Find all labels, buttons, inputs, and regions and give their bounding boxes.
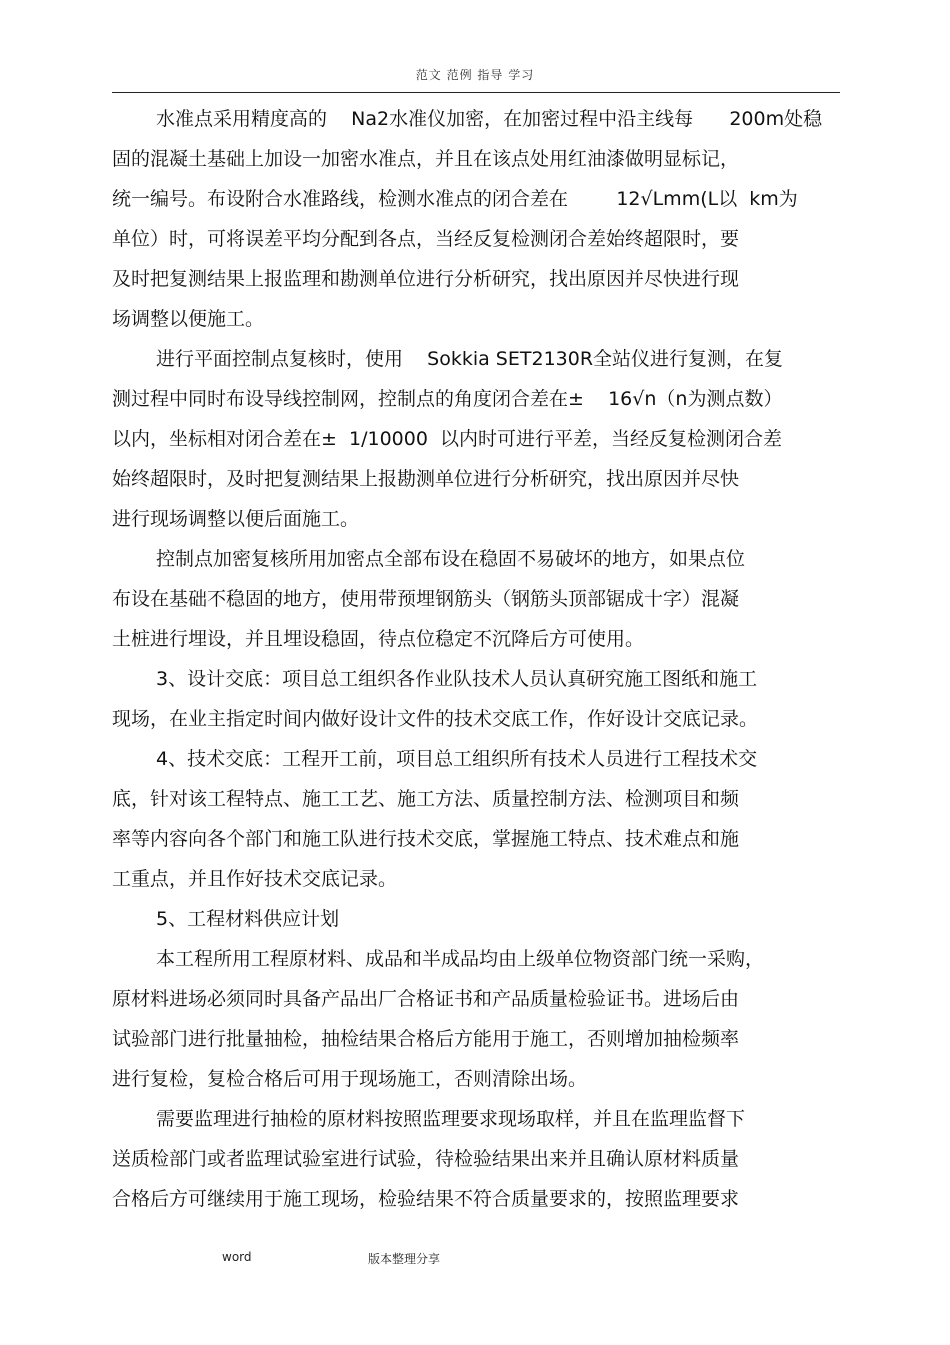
text-line: 控制点加密复核所用加密点全部布设在稳固不易破坏的地方，如果点位 — [156, 548, 746, 570]
footer-right-text: 版本整理分享 — [368, 1252, 441, 1266]
section-heading: 5、工程材料供应计划 — [156, 908, 340, 930]
header-divider — [112, 92, 840, 93]
text-line: 进行平面控制点复核时，使用 Sokkia SET2130R全站仪进行复测，在复 — [156, 348, 784, 370]
text-line: 布设在基础不稳固的地方，使用带预埋钢筋头（钢筋头顶部锯成十字）混凝 — [112, 588, 740, 610]
text-line: 单位）时，可将误差平均分配到各点，当经反复检测闭合差始终超限时，要 — [112, 228, 740, 250]
text-line: 进行复检，复检合格后可用于现场施工，否则清除出场。 — [112, 1068, 588, 1090]
text-line: 统一编号。布设附合水准路线，检测水准点的闭合差在 12√Lmm(L以 km为 — [112, 188, 798, 210]
document-body — [112, 99, 872, 1219]
text-line: 固的混凝土基础上加设一加密水准点，并且在该点处用红油漆做明显标记， — [112, 148, 740, 170]
text-line: 测过程中同时布设导线控制网，控制点的角度闭合差在± 16√n（n为测点数） — [112, 388, 783, 410]
text-line: 现场，在业主指定时间内做好设计文件的技术交底工作，作好设计交底记录。 — [112, 708, 759, 730]
text-line: 底，针对该工程特点、施工工艺、施工方法、质量控制方法、检测项目和频 — [112, 788, 740, 810]
text-line: 场调整以便施工。 — [112, 308, 265, 330]
text-line: 本工程所用工程原材料、成品和半成品均由上级单位物资部门统一采购， — [156, 948, 765, 970]
text-line: 率等内容向各个部门和施工队进行技术交底，掌握施工特点、技术难点和施 — [112, 828, 740, 850]
page-header: 范文 范例 指导 学习 — [415, 68, 535, 82]
text-line: 需要监理进行抽检的原材料按照监理要求现场取样，并且在监理监督下 — [156, 1108, 746, 1130]
text-line: 送质检部门或者监理试验室进行试验，待检验结果出来并且确认原材料质量 — [112, 1148, 740, 1170]
text-line: 4、技术交底：工程开工前，项目总工组织所有技术人员进行工程技术交 — [156, 748, 758, 770]
text-line: 工重点，并且作好技术交底记录。 — [112, 868, 398, 890]
text-line: 及时把复测结果上报监理和勘测单位进行分析研究，找出原因并尽快进行现 — [112, 268, 740, 290]
text-line: 原材料进场必须同时具备产品出厂合格证书和产品质量检验证书。进场后由 — [112, 988, 740, 1010]
text-line: 进行现场调整以便后面施工。 — [112, 508, 360, 530]
footer-left-text: word — [222, 1250, 252, 1264]
text-line: 始终超限时，及时把复测结果上报勘测单位进行分析研究，找出原因并尽快 — [112, 468, 740, 490]
text-line: 合格后方可继续用于施工现场，检验结果不符合质量要求的，按照监理要求 — [112, 1188, 740, 1210]
text-line: 以内，坐标相对闭合差在± 1/10000 以内时可进行平差，当经反复检测闭合差 — [112, 428, 783, 450]
text-line: 试验部门进行批量抽检，抽检结果合格后方能用于施工，否则增加抽检频率 — [112, 1028, 740, 1050]
text-line: 水准点采用精度高的 Na2水准仪加密，在加密过程中沿主线每 200m处稳 — [156, 108, 823, 130]
text-line: 3、设计交底：项目总工组织各作业队技术人员认真研究施工图纸和施工 — [156, 668, 758, 690]
text-line: 土桩进行埋设，并且埋设稳固，待点位稳定不沉降后方可使用。 — [112, 628, 645, 650]
